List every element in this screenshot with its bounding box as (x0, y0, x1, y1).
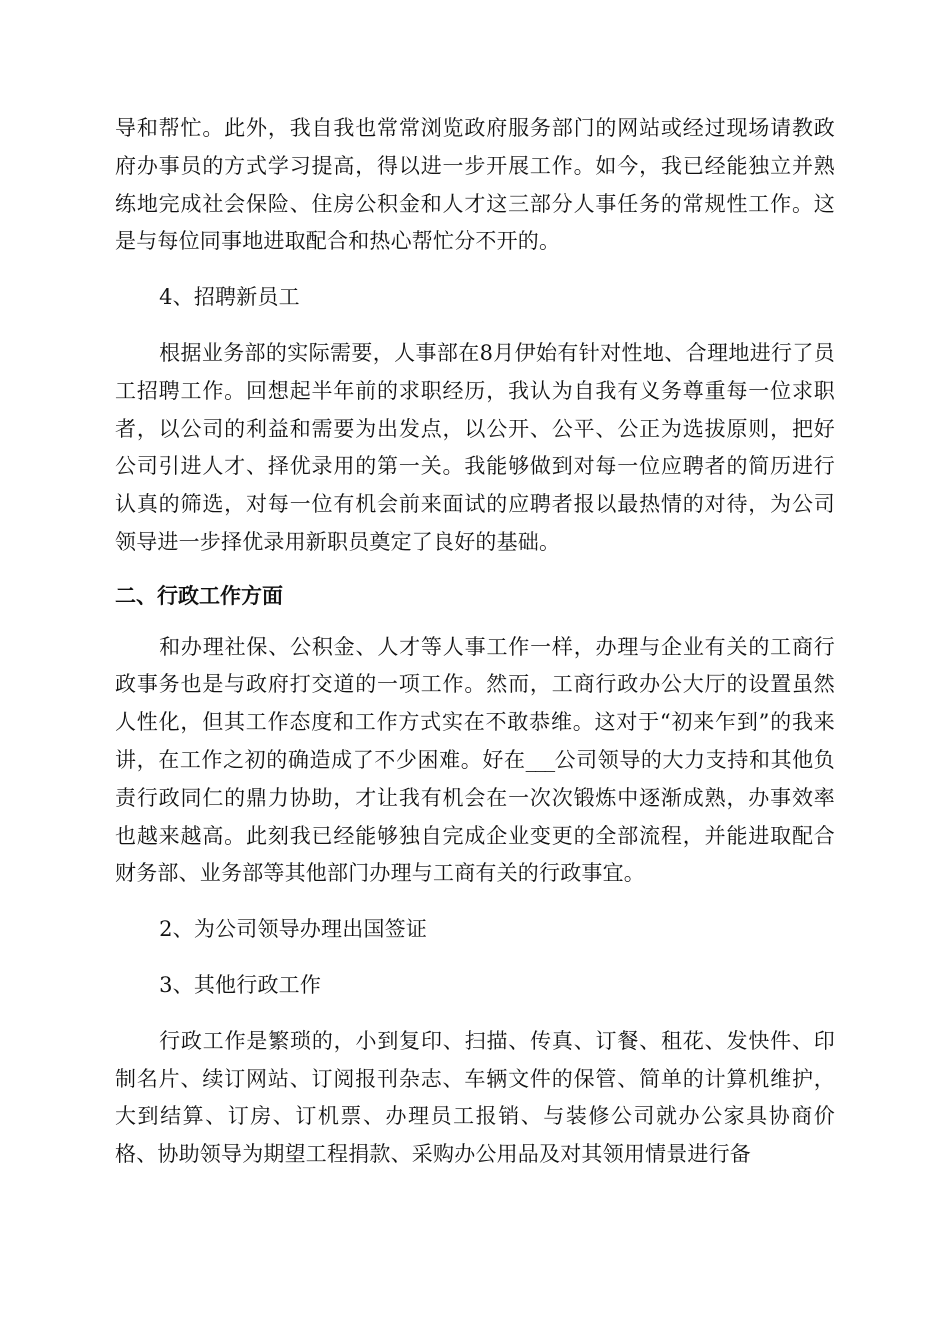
paragraph-admin-affairs-part2: 公司领导的大力支持和其他负责行政同仁的鼎力协助，才让我有机会在一次次锻炼中逐渐成熟，办事效率也越来越高。此刻我已经能够独自完成企业变更的全部流程，并能进取配合财务部、业务部等其他部门办理与工商有关的行政事宜。 (115, 747, 835, 886)
section-2-heading: 二、行政工作方面 (115, 583, 283, 608)
paragraph-personnel-summary: 导和帮忙。此外，我自我也常常浏览政府服务部门的网站或经过现场请教政府办事员的方式学习提高，得以进一步开展工作。如今，我已经能独立并熟练地完成社会保险、住房公积金和人才这三部分人事任务的常规性工作。这是与每位同事地进取配合和热心帮忙分不开的。 (115, 116, 835, 254)
blank-fill: ___ (525, 747, 555, 772)
paragraph-recruitment: 根据业务部的实际需要，人事部在8月伊始有针对性地、合理地进行了员工招聘工作。回想起半年前的求职经历，我认为自我有义务尊重每一位求职者，以公司的利益和需要为出发点，以公开、公平、公正为选拔原则，把好公司引进人才、择优录用的第一关。我能够做到对每一位应聘者的简历进行认真的筛选，对每一位有机会前来面试的应聘者报以最热情的对待，为公司领导进一步择优录用新职员奠定了良好的基础。 (115, 340, 835, 554)
document-page (115, 110, 835, 1174)
item-3-title: 3、其他行政工作 (159, 972, 322, 997)
item-4-title: 4、招聘新员工 (159, 285, 300, 310)
item-2-title: 2、为公司领导办理出国签证 (159, 917, 428, 942)
paragraph-admin-affairs-part1: 和办理社保、公积金、人才等人事工作一样，办理与企业有关的工商行政事务也是与政府打交道的一项工作。然而，工商行政办公大厅的设置虽然人性化，但其工作态度和工作方式实在不敢恭维。这对于“初来乍到”的我来讲，在工作之初的确造成了不少困难。好在 (115, 634, 835, 772)
paragraph-other-admin: 行政工作是繁琐的，小到复印、扫描、传真、订餐、租花、发快件、印制名片、续订网站、订阅报刊杂志、车辆文件的保管、简单的计算机维护，大到结算、订房、订机票、办理员工报销、与装修公司就办公家具协商价格、协助领导为期望工程捐款、采购办公用品及对其领用情景进行备 (115, 1028, 835, 1167)
paragraph-admin-affairs (115, 629, 835, 894)
